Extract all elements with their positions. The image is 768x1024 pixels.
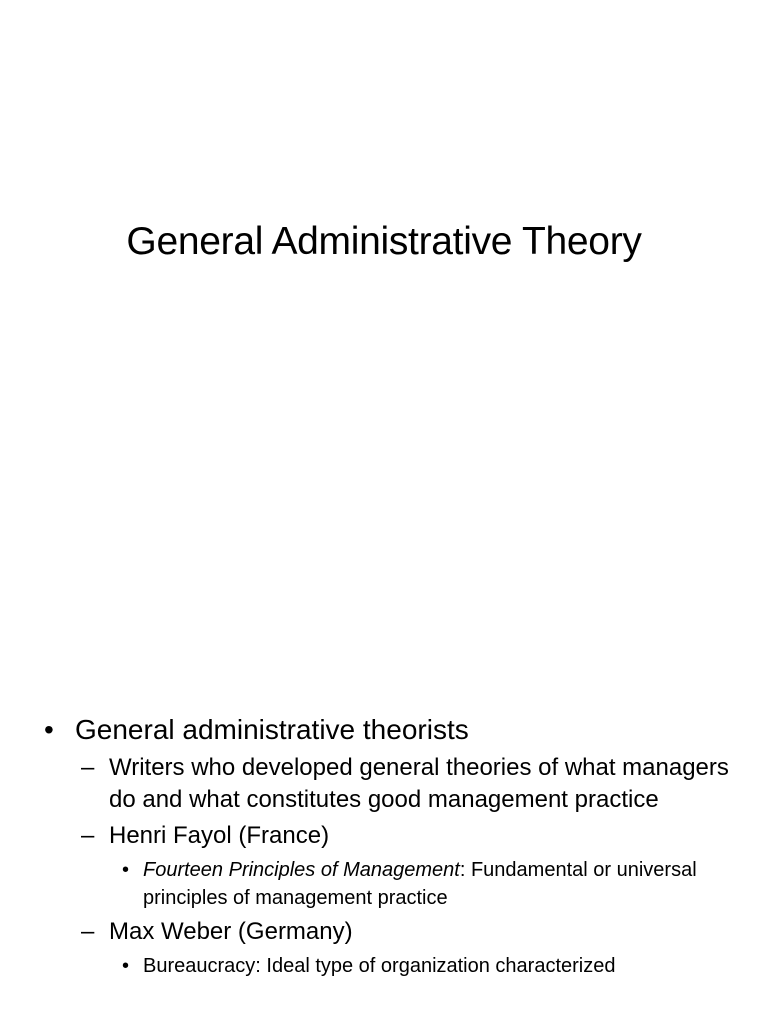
bullet-text: Writers who developed general theories of what managers do and what constitutes good management practice	[109, 754, 729, 813]
bullet-level1-theorists	[44, 712, 744, 748]
dash-marker: –	[81, 918, 95, 945]
bullet-level2-fayol	[44, 820, 744, 852]
slide-content-page	[0, 576, 768, 1024]
bullet-marker: •	[122, 955, 130, 977]
bullet-level3-bureaucracy	[44, 952, 744, 980]
slide-title: General Administrative Theory	[126, 220, 642, 263]
bullet-text: Bureaucracy: Ideal type of organization characterized	[143, 955, 616, 977]
dash-marker: –	[81, 822, 95, 849]
bullet-text: General administrative theorists	[75, 714, 469, 745]
bullet-level3-fourteen-principles	[44, 856, 744, 912]
dash-marker: –	[81, 754, 95, 781]
bullet-list	[44, 712, 744, 984]
bullet-marker: •	[122, 859, 130, 881]
bullet-text: : Fundamental or universal principles of management practice	[143, 859, 697, 909]
bullet-text: Henri Fayol (France)	[109, 822, 330, 849]
bullet-level2-weber	[44, 916, 744, 948]
bullet-level2-writers	[44, 752, 744, 816]
bullet-marker: •	[44, 714, 54, 745]
bullet-text: Max Weber (Germany)	[109, 918, 353, 945]
bullet-text-italic: Fourteen Principles of Management	[143, 859, 460, 881]
